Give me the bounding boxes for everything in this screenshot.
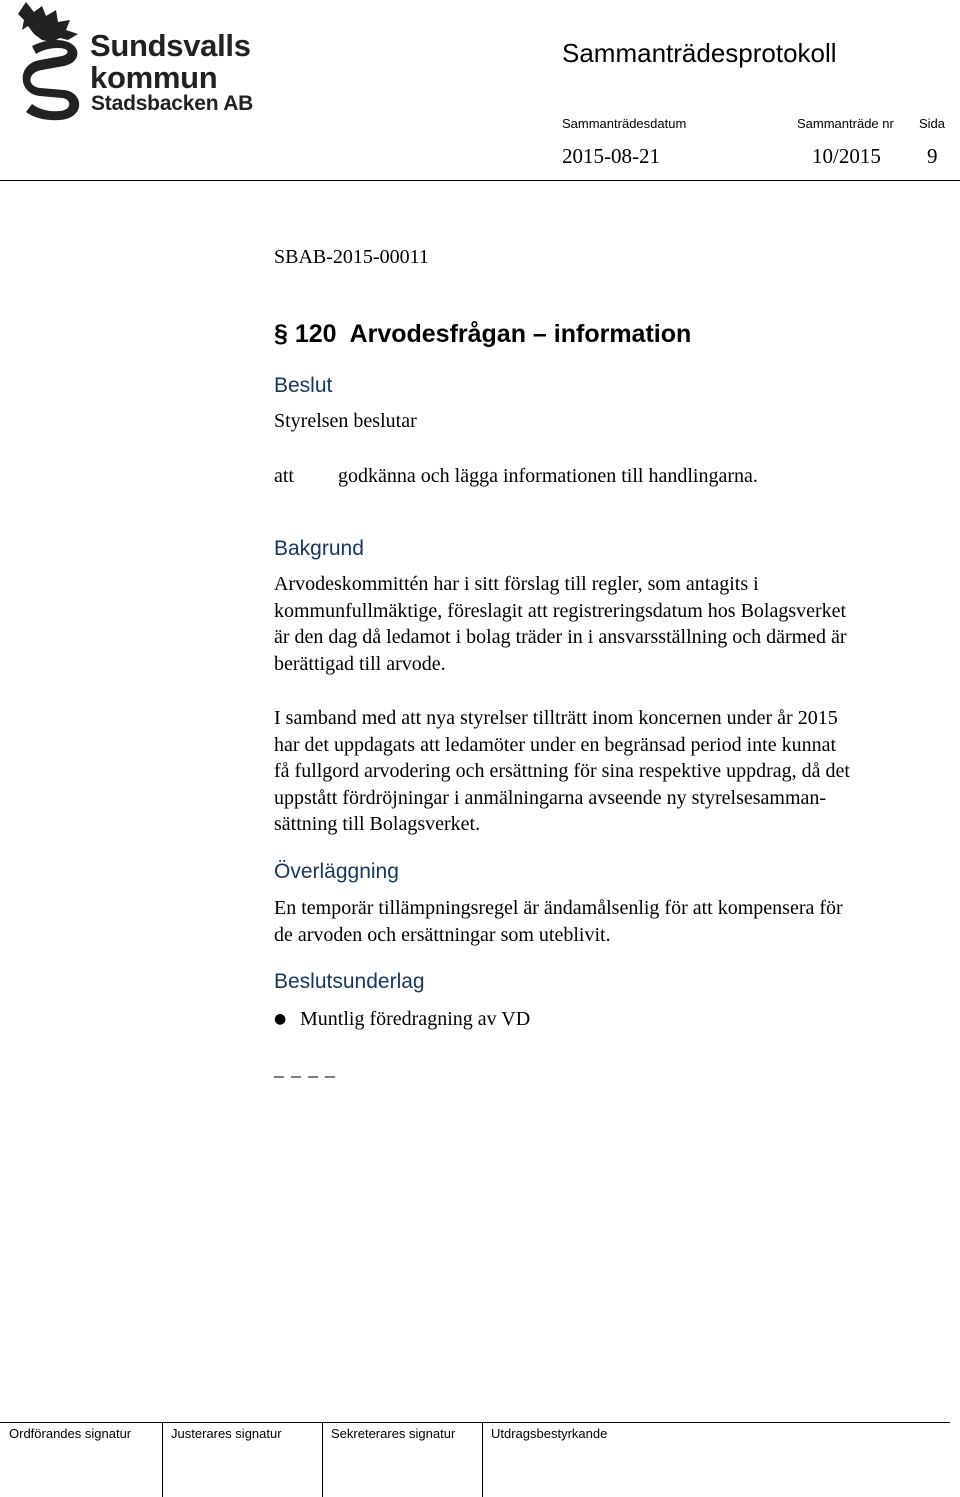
list-item	[274, 1006, 530, 1033]
overlaggning-heading: Överläggning	[274, 860, 399, 883]
page-number-value: 9	[927, 144, 938, 168]
end-marker: _ _ _ _	[274, 1058, 336, 1080]
text-line: är den dag då ledamot i bolag träder in i ansvarsställning och därmed är	[274, 626, 847, 648]
beslut-heading: Beslut	[274, 374, 333, 397]
signature-label: Justerares signatur	[171, 1426, 282, 1441]
logo-text-line1: Sundsvalls	[90, 28, 251, 63]
text-line: En temporär tillämpningsregel är ändamålsenlig för att kompensera för	[274, 897, 843, 919]
bakgrund-paragraph-1	[274, 571, 954, 677]
signature-cell-adjuster	[162, 1423, 322, 1497]
sundsvalls-kommun-logo	[12, 0, 262, 125]
overlaggning-paragraph	[274, 895, 954, 948]
bakgrund-paragraph-2	[274, 705, 954, 838]
text-line: I samband med att nya styrelser tillträtt inom koncernen under år 2015	[274, 707, 838, 729]
section-title	[274, 320, 691, 349]
signature-table	[0, 1422, 950, 1497]
bullet-icon: ●	[274, 1011, 287, 1027]
beslut-intro: Styrelsen beslutar	[274, 410, 417, 432]
text-line: få fullgord arvodering och ersättning för sina respektive uppdrag, då det	[274, 760, 850, 782]
section-mark: §	[274, 320, 288, 348]
signature-label: Utdragsbestyrkande	[491, 1426, 608, 1441]
text-line: kommunfullmäktige, föreslagit att registreringsdatum hos Bolagsverket	[274, 599, 847, 622]
text-line: sättning till Bolagsverket.	[274, 813, 481, 835]
text-line: Arvodeskommittén har i sitt förslag till regler, som antagits i	[274, 573, 759, 595]
case-number: SBAB-2015-00011	[274, 246, 429, 268]
page-label: Sida	[919, 116, 946, 131]
text-line: har det uppdagats att ledamöter under en begränsad period inte kunnat	[274, 733, 837, 756]
att-keyword: att	[274, 465, 294, 487]
decision-text: godkänna och lägga informationen till handlingarna.	[338, 465, 758, 487]
bakgrund-heading: Bakgrund	[274, 537, 364, 560]
logo-text-line3: Stadsbacken AB	[91, 92, 254, 115]
text-line: de arvoden och ersättningar som uteblivit.	[274, 923, 611, 946]
signature-cell-certification	[482, 1423, 950, 1497]
document-type-title: Sammanträdesprotokoll	[562, 38, 837, 68]
section-title-text: 120 Arvodesfrågan – information	[294, 320, 692, 348]
logo-text-line2: kommun	[90, 60, 218, 95]
signature-cell-chair	[0, 1423, 162, 1497]
meeting-number-label: Sammanträde nr	[797, 116, 894, 131]
text-line: uppstått fördröjningar i anmälningarna avseende ny styrelsesamman-	[274, 786, 827, 809]
dragon-emblem-icon	[12, 0, 92, 125]
text-line: berättigad till arvode.	[274, 652, 446, 675]
meeting-date-value: 2015-08-21	[562, 144, 660, 168]
signature-label: Ordförandes signatur	[9, 1426, 132, 1441]
header-divider	[0, 180, 960, 181]
meeting-date-label: Sammanträdesdatum	[562, 116, 687, 131]
signature-label: Sekreterares signatur	[331, 1426, 456, 1441]
beslutsunderlag-heading: Beslutsunderlag	[274, 970, 425, 993]
signature-cell-secretary	[322, 1423, 482, 1497]
meeting-number-value: 10/2015	[812, 144, 881, 168]
list-item-text: Muntlig föredragning av VD	[300, 1008, 531, 1030]
